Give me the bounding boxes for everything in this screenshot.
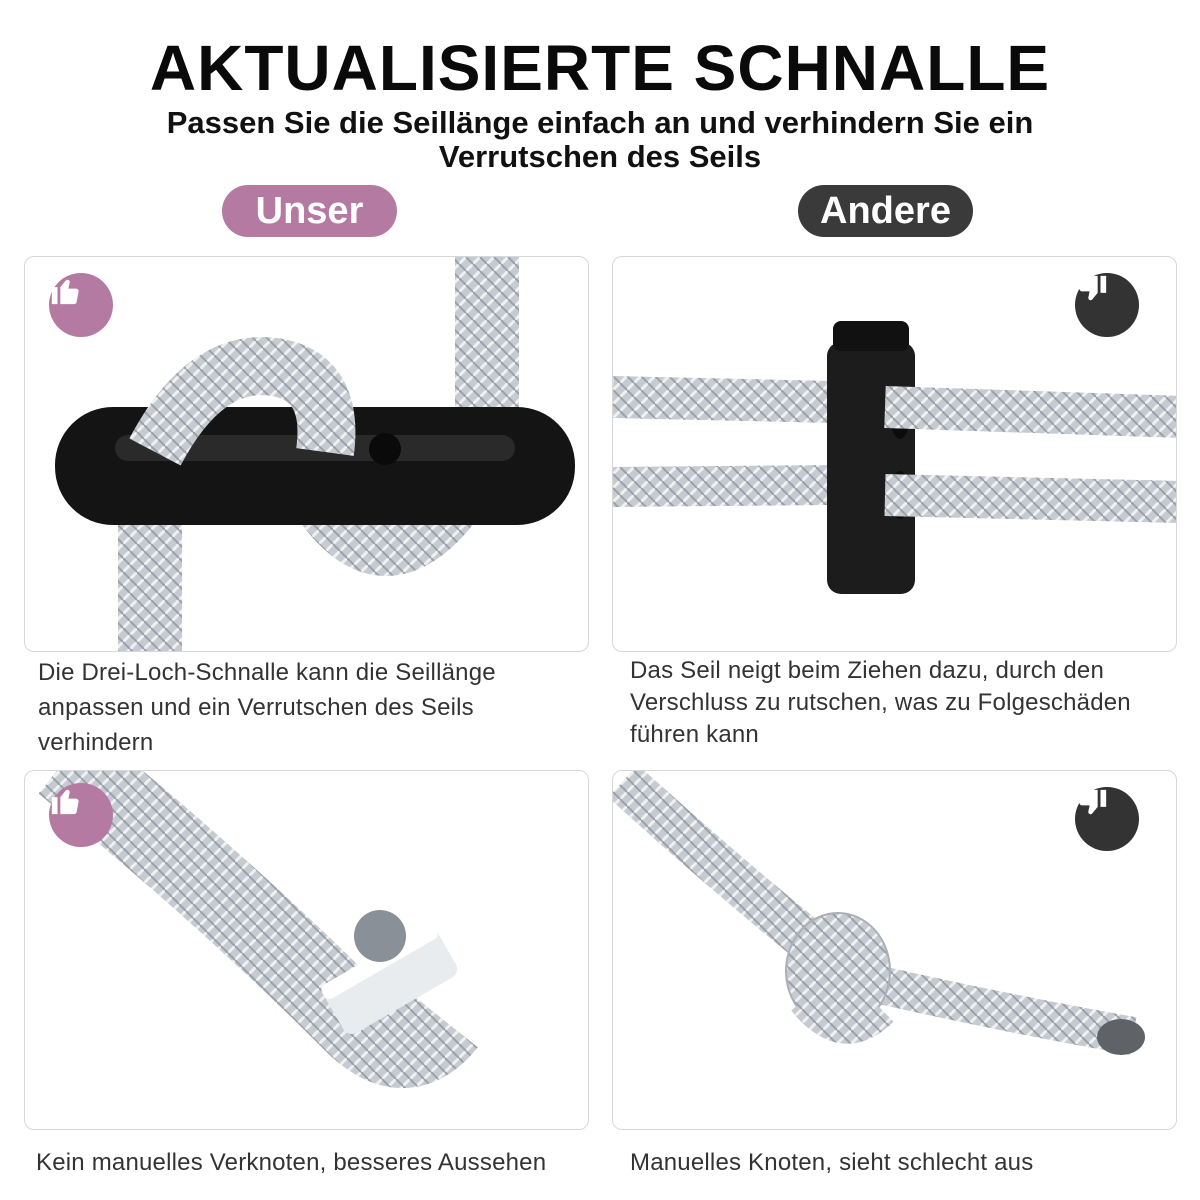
thumbs-up-icon [49,273,113,337]
thumbs-down-icon [1075,787,1139,851]
panel-cord-lock [612,256,1177,652]
page-title: AKTUALISIERTE SCHNALLE [149,32,1051,104]
caption-manual-knot: Manuelles Knoten, sieht schlecht aus [630,1149,1034,1176]
label-ours: Unser [222,185,397,237]
thumbs-down-icon [1075,273,1139,337]
caption-buckle: Die Drei-Loch-Schnalle kann die Seillänge anpassen und ein Verrutschen des Seils verhindern [38,659,496,756]
label-others: Andere [798,185,973,237]
caption-end-clip: Kein manuelles Verknoten, besseres Aussehen [36,1149,547,1176]
panel-buckle [24,256,589,652]
subtitle-line-2: Verrutschen des Seils [438,139,762,174]
caption-cord-lock: Das Seil neigt beim Ziehen dazu, durch den Verschluss zu rutschen, was zu Folgeschäden führen kann [630,657,1131,748]
frayed-end [1097,1019,1145,1055]
panel-end-clip [24,770,589,1130]
thumbs-up-icon [49,783,113,847]
subtitle-line-1: Passen Sie die Seillänge einfach an und verhindern Sie ein [166,105,1034,140]
page-subtitle [120,106,1080,174]
cord-lock [827,342,915,594]
panel-manual-knot [612,770,1177,1130]
